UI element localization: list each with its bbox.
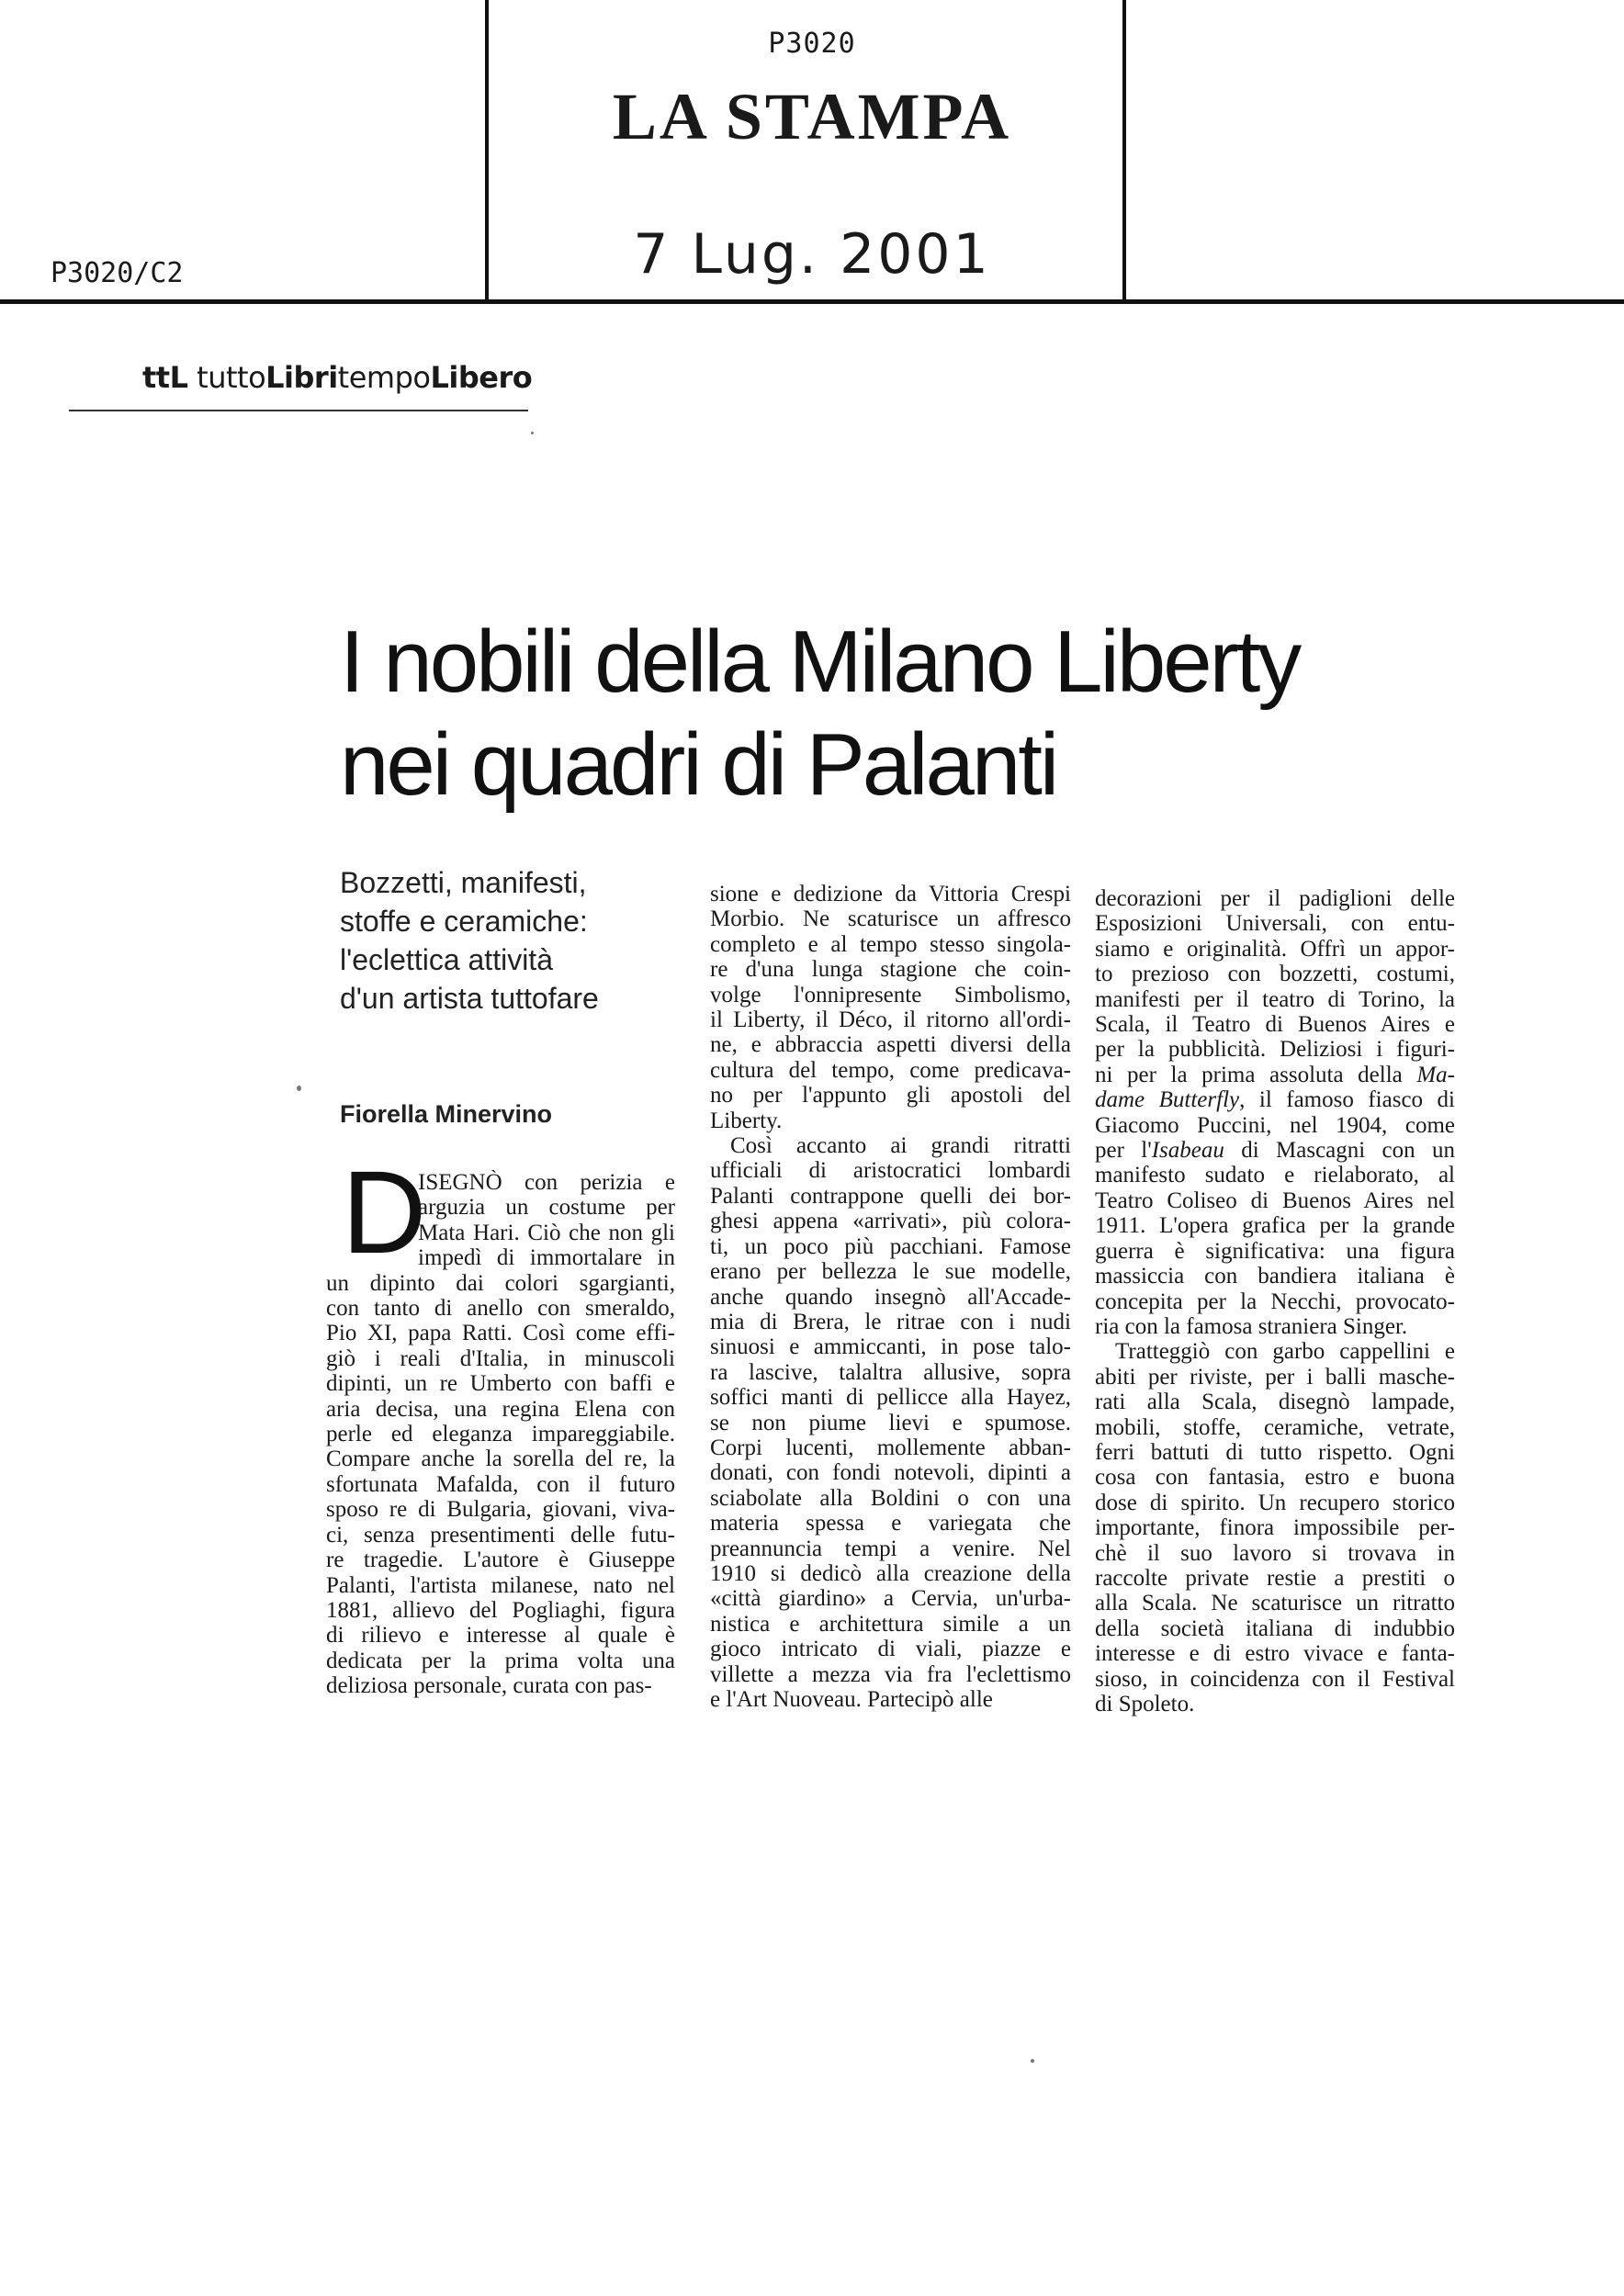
article-line: un dipinto dai colori sgargianti, bbox=[326, 1270, 675, 1296]
article-line: cultura del tempo, come predicava- bbox=[710, 1057, 1071, 1083]
article-line: di Spoleto. bbox=[1095, 1692, 1195, 1716]
deck-line: Bozzetti, manifesti, bbox=[340, 866, 587, 899]
article-line: Morbio. Ne scaturisce un affresco bbox=[710, 906, 1071, 932]
article-line: sposo re di Bulgaria, giovani, viva- bbox=[326, 1497, 675, 1523]
article-column-3 bbox=[1095, 886, 1455, 1716]
article-line: ni per la prima assoluta della Ma- bbox=[1095, 1062, 1455, 1087]
section-rule bbox=[69, 410, 528, 411]
article-line: soffici manti di pellicce alla Hayez, bbox=[710, 1385, 1071, 1411]
article-column-1 bbox=[326, 1170, 675, 1699]
section-label bbox=[142, 360, 532, 395]
deck bbox=[340, 863, 698, 1018]
article-line: guerra è significativa: una figura bbox=[1095, 1238, 1455, 1264]
article-line: Liberty. bbox=[710, 1108, 783, 1133]
article-line: dedicata per la prima volta una bbox=[326, 1648, 675, 1673]
article-line: ra lascive, talaltra allusive, sopra bbox=[710, 1359, 1071, 1385]
article-line: erano per bellezza le sue modelle, bbox=[710, 1259, 1071, 1285]
article-line: Palanti contrappone quelli dei bor- bbox=[710, 1183, 1071, 1209]
article-line: ghesi appena «arrivati», più colora- bbox=[710, 1209, 1071, 1234]
article-line: ISEGNÒ con perizia e bbox=[418, 1170, 675, 1195]
article-line: completo e al tempo stesso singola- bbox=[710, 931, 1071, 957]
article-line: concepita per la Necchi, provocato- bbox=[1095, 1289, 1455, 1314]
article-line: Scala, il Teatro di Buenos Aires e bbox=[1095, 1012, 1455, 1038]
article-line: e l'Art Nuoveau. Partecipò alle bbox=[710, 1687, 993, 1712]
headline-line: I nobili della Milano Liberty bbox=[340, 613, 1300, 711]
article-line: re tragedie. L'autore è Giuseppe bbox=[326, 1548, 675, 1573]
article-line: preannuncia tempi a venire. Nel bbox=[710, 1536, 1071, 1561]
article-line: se non piume lievi e spumose. bbox=[710, 1410, 1071, 1435]
article-line: 1910 si dedicò alla creazione della bbox=[710, 1560, 1071, 1586]
article-line: ci, senza presentimenti delle futu- bbox=[326, 1522, 675, 1548]
article-line: perle ed eleganza impareggiabile. bbox=[326, 1422, 675, 1447]
article-line: materia spessa e variegata che bbox=[710, 1511, 1071, 1536]
article-line: anche quando insegnò all'Accade- bbox=[710, 1284, 1071, 1310]
article-line: interesse e di estro vivace e fanta- bbox=[1095, 1641, 1455, 1667]
drop-cap: D bbox=[342, 1147, 427, 1278]
article-line: 1911. L'opera grafica per la grande bbox=[1095, 1213, 1455, 1239]
article-line: «città giardino» a Cervia, un'urba- bbox=[710, 1586, 1071, 1612]
article-line: con tanto di anello con smeraldo, bbox=[326, 1296, 675, 1322]
article-line: Compare anche la sorella del re, la bbox=[326, 1446, 675, 1472]
article-line: di rilievo e interesse al quale è bbox=[326, 1623, 675, 1649]
article-line: Teatro Coliseo di Buenos Aires nel bbox=[1095, 1187, 1455, 1213]
publication-date: 7 Lug. 2001 bbox=[633, 222, 991, 287]
article-line: ne, e abbraccia aspetti diversi della bbox=[710, 1032, 1071, 1058]
article-line: importante, finora impossibile per- bbox=[1095, 1515, 1455, 1541]
article-line: giò i reali d'Italia, in minuscoli bbox=[326, 1345, 675, 1371]
article-line: Pio XI, papa Ratti. Così come effi- bbox=[326, 1321, 675, 1346]
article-line: nistica e architettura simile a un bbox=[710, 1611, 1071, 1637]
headline bbox=[340, 611, 1497, 816]
article-line: siamo e originalità. Offrì un appor- bbox=[1095, 936, 1455, 962]
article-line: ti, un poco più pacchiani. Famose bbox=[710, 1233, 1071, 1259]
article-line: chè il suo lavoro si trovava in bbox=[1095, 1540, 1455, 1566]
header-rule bbox=[0, 299, 1624, 304]
article-line: il Liberty, il Déco, il ritorno all'ordi- bbox=[710, 1007, 1071, 1033]
article-line: raccolte private restie a prestiti o bbox=[1095, 1565, 1455, 1591]
article-line: mia di Brera, le ritrae con i nudi bbox=[710, 1309, 1071, 1334]
scan-speck bbox=[297, 1086, 301, 1091]
article-line: ferri battuti di tutto rispetto. Ogni bbox=[1095, 1439, 1455, 1465]
article-line: deliziosa personale, curata con pas- bbox=[326, 1673, 652, 1699]
article-line: cosa con fantasia, estro e buona bbox=[1095, 1465, 1455, 1491]
article-line: mobili, stoffe, ceramiche, vetrate, bbox=[1095, 1414, 1455, 1440]
article-line: Così accanto ai grandi ritratti bbox=[730, 1133, 1071, 1159]
article-line: dipinti, un re Umberto con baffi e bbox=[326, 1371, 675, 1397]
section-libero: Libero bbox=[430, 360, 533, 395]
article-line: 1881, allievo del Pogliaghi, figura bbox=[326, 1597, 675, 1623]
article-column-2 bbox=[710, 882, 1071, 1712]
article-line: villette a mezza via fra l'eclettismo bbox=[710, 1661, 1071, 1687]
scan-speck bbox=[531, 432, 534, 434]
article-line: per la pubblicità. Deliziosi i figuri- bbox=[1095, 1037, 1455, 1063]
article-line: dose di spirito. Un recupero storico bbox=[1095, 1490, 1455, 1515]
article-line: Corpi lucenti, mollemente abban- bbox=[710, 1435, 1071, 1460]
article-line: donati, con fondi notevoli, dipinti a bbox=[710, 1460, 1071, 1486]
article-line: Palanti, l'artista milanese, nato nel bbox=[326, 1572, 675, 1598]
article-line: volge l'onnipresente Simbolismo, bbox=[710, 982, 1071, 1007]
article-line: sioso, in coincidenza con il Festival bbox=[1095, 1666, 1455, 1692]
article-line: aria decisa, una regina Elena con bbox=[326, 1396, 675, 1422]
article-line: no per l'appunto gli apostoli del bbox=[710, 1083, 1071, 1109]
article-line: abiti per riviste, per i balli masche- bbox=[1095, 1364, 1455, 1390]
article-line: impedì di immortalare in bbox=[418, 1245, 675, 1271]
article-line: Mata Hari. Ciò che non gli bbox=[418, 1220, 675, 1245]
headline-line: nei quadri di Palanti bbox=[340, 715, 1057, 814]
article-line: sfortunata Mafalda, con il futuro bbox=[326, 1471, 675, 1497]
section-tempo: tempo bbox=[337, 360, 431, 395]
section-tutto: tutto bbox=[197, 360, 266, 395]
article-line: per l'Isabeau di Mascagni con un bbox=[1095, 1138, 1455, 1164]
article-line: arguzia un costume per bbox=[418, 1195, 675, 1221]
article-line: sinuosi e ammiccanti, in pose talo- bbox=[710, 1334, 1071, 1360]
article-line: rati alla Scala, disegnò lampade, bbox=[1095, 1390, 1455, 1415]
article-line: della società italiana di indubbio bbox=[1095, 1615, 1455, 1641]
article-line: gioco intricato di viali, piazze e bbox=[710, 1637, 1071, 1662]
article-line: re d'una lunga stagione che coin- bbox=[710, 957, 1071, 983]
article-line: Tratteggiò con garbo cappellini e bbox=[1115, 1339, 1455, 1365]
deck-line: stoffe e ceramiche: bbox=[340, 905, 588, 938]
byline: Fiorella Minervino bbox=[340, 1100, 553, 1128]
deck-line: d'un artista tuttofare bbox=[340, 982, 599, 1015]
article-line: ufficiali di aristocratici lombardi bbox=[710, 1158, 1071, 1184]
archive-code-left: P3020/C2 bbox=[51, 257, 184, 289]
article-line: sciabolate alla Boldini o con una bbox=[710, 1485, 1071, 1511]
article-line: alla Scala. Ne scaturisce un ritratto bbox=[1095, 1591, 1455, 1616]
section-libri: Libri bbox=[265, 360, 338, 395]
deck-line: l'eclettica attività bbox=[340, 943, 553, 976]
article-line: ria con la famosa straniera Singer. bbox=[1095, 1313, 1408, 1339]
article-line: sione e dedizione da Vittoria Crespi bbox=[710, 882, 1071, 906]
archive-code-top: P3020 bbox=[768, 28, 856, 60]
article-line: Giacomo Puccini, nel 1904, come bbox=[1095, 1112, 1455, 1138]
article-line: dame Butterfly, il famoso fiasco di bbox=[1095, 1087, 1455, 1113]
section-ttl: ttL bbox=[142, 360, 188, 395]
article-line: to prezioso con bozzetti, costumi, bbox=[1095, 962, 1455, 987]
article-line: manifesto sudato e rielaborato, al bbox=[1095, 1163, 1455, 1188]
masthead: LA STAMPA bbox=[612, 80, 1012, 153]
scan-speck bbox=[1031, 2059, 1034, 2063]
article-line: manifesti per il teatro di Torino, la bbox=[1095, 986, 1455, 1012]
article-line: Esposizioni Universali, con entu- bbox=[1095, 911, 1455, 937]
article-line: decorazioni per il padiglioni delle bbox=[1095, 886, 1455, 911]
article-line: massiccia con bandiera italiana è bbox=[1095, 1264, 1455, 1289]
